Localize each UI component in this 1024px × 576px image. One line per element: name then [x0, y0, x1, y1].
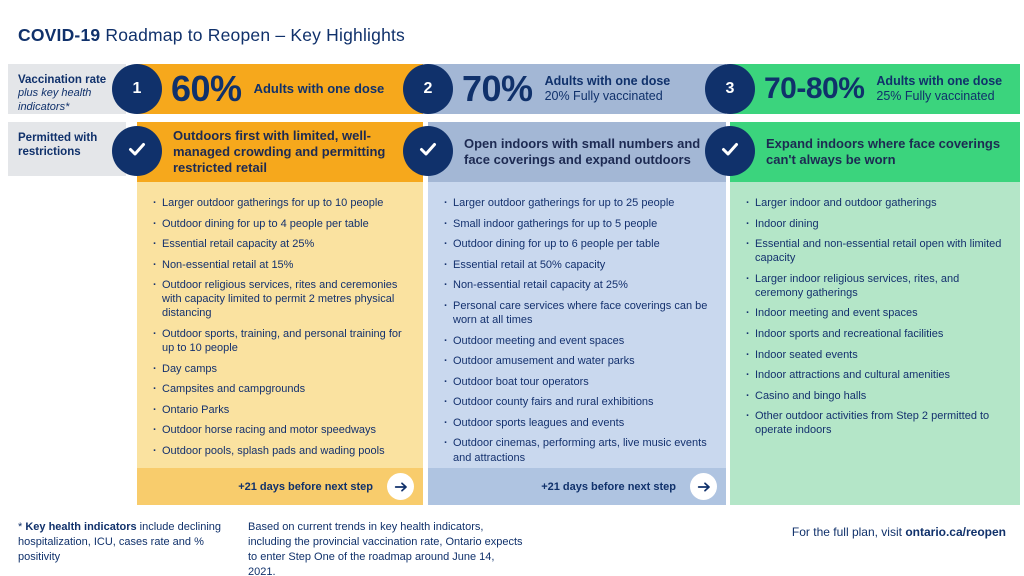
list-item	[153, 327, 413, 355]
bullet-icon: ·	[153, 238, 157, 251]
step1-dose-line1: Adults with one dose	[253, 81, 385, 97]
bullet-icon: ·	[444, 299, 448, 312]
bullet-text: Non-essential retail capacity at 25%	[453, 279, 628, 292]
page-title-brand: COVID-19	[18, 25, 101, 45]
bullet-text: Outdoor cinemas, performing arts, live music events and attractions	[453, 437, 707, 464]
checkmark-icon	[718, 137, 742, 166]
list-item	[444, 395, 716, 409]
checkmark-icon	[125, 137, 149, 166]
step2-checkmark-badge	[403, 126, 453, 176]
bullet-text: Essential and non-essential retail open with limited capacity	[755, 238, 1002, 265]
step1-footer-text: +21 days before next step	[238, 480, 373, 493]
list-item	[444, 278, 716, 292]
bullet-icon: ·	[444, 416, 448, 429]
bullet-icon: ·	[153, 197, 157, 209]
step2-dose-text	[545, 74, 671, 104]
bullet-icon: ·	[444, 334, 448, 347]
bullet-text: Indoor attractions and cultural amenities	[755, 369, 951, 382]
step1-vaccination-band	[137, 64, 423, 114]
sidebar-permitted-with-restrictions	[8, 122, 126, 176]
bullet-text: Small indoor gatherings for up to 5 people	[453, 217, 658, 230]
full-plan-note	[792, 524, 1006, 540]
bullet-text: Day camps	[162, 362, 218, 375]
list-item	[444, 416, 716, 430]
step3-heading: Expand indoors where face coverings can't always be worn	[766, 135, 1001, 167]
bullet-icon: ·	[153, 383, 157, 396]
step1-heading: Outdoors first with limited, well-managed crowding and permitting restricted retail	[173, 127, 386, 176]
bullet-text: Outdoor religious services, rites and ceremonies with capacity limited to permit 2 metres physical distancing	[162, 279, 398, 320]
bullet-icon: ·	[444, 355, 448, 368]
list-item	[444, 375, 716, 389]
list-item	[444, 196, 716, 210]
step2-footer-text: +21 days before next step	[541, 480, 676, 493]
footnote-bold: Key health indicators	[25, 521, 137, 533]
list-item	[153, 217, 413, 231]
step3-percentage: 70-80%	[764, 72, 865, 105]
bullet-icon: ·	[153, 279, 157, 292]
step3-dose-text	[876, 74, 1002, 104]
bullet-text: Indoor sports and recreational facilities	[755, 328, 944, 341]
list-item	[153, 382, 413, 396]
bullet-icon: ·	[153, 362, 157, 375]
bullet-icon: ·	[746, 328, 750, 341]
step2-heading: Open indoors with small numbers and face coverings and expand outdoors	[464, 135, 701, 167]
bullet-text: Personal care services where face coverings can be worn at all times	[453, 299, 708, 326]
list-item	[153, 237, 413, 251]
list-item	[444, 237, 716, 251]
footnote-rest: include declining hospitalization, ICU, cases rate and % positivity	[18, 521, 221, 563]
list-item	[444, 217, 716, 231]
bullet-icon: ·	[153, 403, 157, 416]
vaccination-rate-label: Vaccination rate	[18, 74, 107, 86]
step2-number-badge	[403, 64, 453, 114]
key-health-indicators-footnote	[18, 520, 240, 565]
bullet-icon: ·	[153, 424, 157, 437]
list-item	[746, 306, 1010, 320]
bullet-icon: ·	[746, 389, 750, 402]
bullet-text: Indoor meeting and event spaces	[755, 307, 918, 320]
step3-bullet-list	[730, 182, 1020, 438]
bullet-text: Outdoor county fairs and rural exhibitions	[453, 396, 654, 409]
list-item	[153, 423, 413, 437]
bullet-icon: ·	[444, 279, 448, 292]
bullet-text: Larger outdoor gatherings for up to 10 people	[162, 197, 384, 209]
step1-bullet-list	[137, 182, 423, 458]
list-item	[444, 334, 716, 348]
bullet-text: Indoor seated events	[755, 348, 858, 361]
bullet-icon: ·	[746, 238, 750, 251]
step2-vaccination-band	[428, 64, 726, 114]
list-item	[746, 389, 1010, 403]
page-title-rest: Roadmap to Reopen – Key Highlights	[100, 25, 406, 45]
full-plan-link[interactable]: ontario.ca/reopen	[905, 525, 1006, 539]
checkmark-icon	[416, 137, 440, 166]
step3-vaccination-band	[730, 64, 1020, 114]
bullet-text: Casino and bingo halls	[755, 389, 867, 402]
step1-number: 1	[132, 80, 142, 97]
step3-header-band	[730, 122, 1020, 182]
bullet-icon: ·	[746, 348, 750, 361]
list-item	[444, 299, 716, 327]
permitted-with-restrictions-label: Permitted with restrictions	[18, 132, 98, 159]
bullet-text: Outdoor dining for up to 4 people per table	[162, 217, 369, 230]
bullet-icon: ·	[444, 197, 448, 209]
bullet-icon: ·	[444, 258, 448, 271]
bullet-icon: ·	[444, 375, 448, 388]
list-item	[153, 258, 413, 272]
full-plan-text: For the full plan, visit	[791, 525, 906, 539]
bullet-text: Outdoor meeting and event spaces	[453, 334, 625, 347]
list-item	[444, 436, 716, 464]
step2-footer-bar	[428, 468, 726, 505]
list-item	[153, 444, 413, 458]
sidebar-vaccination-rate	[8, 64, 126, 114]
list-item	[746, 368, 1010, 382]
bullet-text: Indoor dining	[755, 217, 819, 230]
step2-number: 2	[423, 80, 433, 97]
next-step-arrow-icon	[690, 473, 717, 500]
list-item	[746, 217, 1010, 231]
bullet-icon: ·	[746, 217, 750, 230]
list-item	[153, 403, 413, 417]
step3-number: 3	[725, 80, 735, 97]
list-item	[746, 237, 1010, 265]
key-health-indicators-label: plus key health indicators*	[18, 87, 92, 114]
bullet-text: Larger indoor religious services, rites, and ceremony gatherings	[755, 272, 960, 299]
step2-body	[428, 182, 726, 468]
bullet-icon: ·	[746, 197, 750, 209]
step2-bullet-list	[428, 182, 726, 465]
bullet-text: Outdoor sports, training, and personal training for up to 10 people	[162, 328, 402, 355]
list-item	[444, 258, 716, 272]
bullet-text: Outdoor pools, splash pads and wading pools	[162, 445, 385, 458]
bullet-icon: ·	[746, 272, 750, 285]
bullet-icon: ·	[153, 258, 157, 271]
list-item	[746, 272, 1010, 300]
bullet-icon: ·	[444, 238, 448, 251]
bullet-icon: ·	[746, 369, 750, 382]
step1-footer-bar	[137, 468, 423, 505]
footnote-asterisk: *	[18, 521, 26, 533]
page-title	[18, 25, 405, 46]
bullet-text: Outdoor dining for up to 6 people per table	[453, 238, 660, 251]
bullet-text: Outdoor amusement and water parks	[453, 355, 635, 368]
step2-percentage: 70%	[462, 68, 533, 109]
bullet-text: Larger outdoor gatherings for up to 25 people	[453, 197, 675, 209]
list-item	[746, 348, 1010, 362]
bullet-icon: ·	[153, 328, 157, 341]
bullet-text: Campsites and campgrounds	[162, 383, 306, 396]
step1-checkmark-badge	[112, 126, 162, 176]
bullet-text: Essential retail at 50% capacity	[453, 258, 606, 271]
list-item	[153, 362, 413, 376]
list-item	[444, 354, 716, 368]
step2-header-band	[428, 122, 726, 182]
step1-percentage: 60%	[171, 68, 242, 109]
step1-body	[137, 182, 423, 468]
bullet-text: Larger indoor and outdoor gatherings	[755, 197, 937, 209]
step3-checkmark-badge	[705, 126, 755, 176]
list-item	[153, 278, 413, 320]
bullet-text: Essential retail capacity at 25%	[162, 238, 315, 251]
bullet-text: Outdoor boat tour operators	[453, 375, 589, 388]
bullet-icon: ·	[444, 396, 448, 409]
bullet-icon: ·	[153, 217, 157, 230]
bullet-icon: ·	[444, 437, 448, 450]
bullet-text: Outdoor horse racing and motor speedways	[162, 424, 377, 437]
list-item	[153, 196, 413, 210]
step3-dose-line2: 25% Fully vaccinated	[876, 89, 995, 103]
bullet-icon: ·	[746, 410, 750, 423]
bullet-text: Other outdoor activities from Step 2 permitted to operate indoors	[755, 410, 990, 437]
next-step-arrow-icon	[387, 473, 414, 500]
bullet-icon: ·	[444, 217, 448, 230]
step2-dose-line2: 20% Fully vaccinated	[544, 89, 663, 103]
step1-number-badge	[112, 64, 162, 114]
step3-dose-line1: Adults with one dose	[876, 74, 1003, 88]
bullet-text: Ontario Parks	[162, 403, 230, 416]
step3-body	[730, 182, 1020, 505]
bullet-text: Outdoor sports leagues and events	[453, 416, 625, 429]
step1-dose-text	[254, 81, 385, 97]
bullet-text: Non-essential retail at 15%	[162, 258, 294, 271]
bullet-icon: ·	[153, 445, 157, 458]
list-item	[746, 409, 1010, 437]
bullet-icon: ·	[746, 307, 750, 320]
step1-header-band	[137, 122, 423, 182]
step3-number-badge	[705, 64, 755, 114]
step2-dose-line1: Adults with one dose	[544, 74, 671, 88]
list-item	[746, 327, 1010, 341]
trend-footnote: Based on current trends in key health indicators, including the provincial vaccination rate, Ontario expects to enter Step One of the roadmap around June 14, 2021.	[248, 521, 523, 576]
list-item	[746, 196, 1010, 210]
